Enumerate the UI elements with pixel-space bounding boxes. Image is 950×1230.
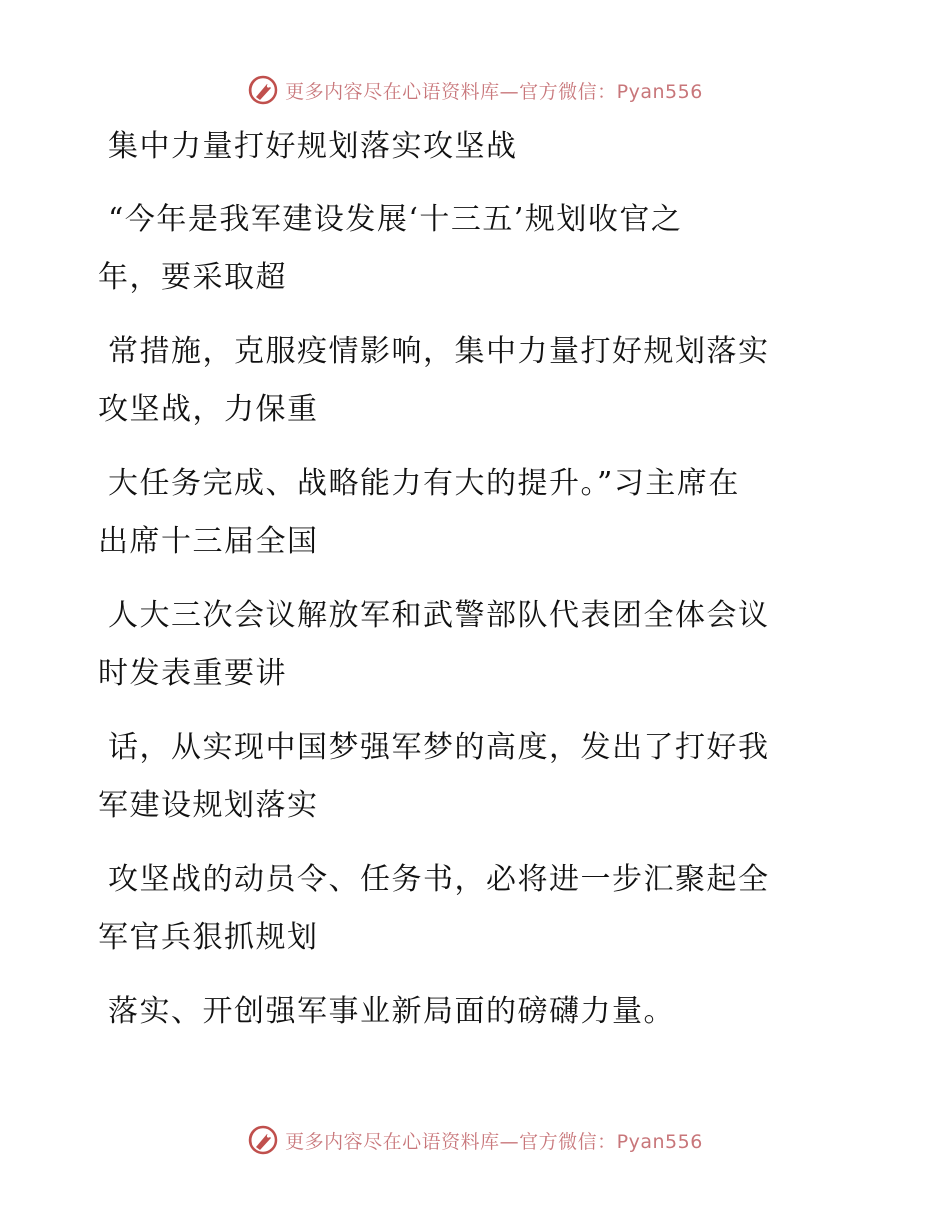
paragraph-line-13: 落实、开创强军事业新局面的磅礴力量。 xyxy=(108,994,675,1029)
pen-logo-icon xyxy=(247,1124,279,1156)
header-banner-inner xyxy=(247,74,703,106)
paragraph-line-8: 时发表重要讲 xyxy=(98,656,287,691)
paragraph-line-4: 攻坚战，力保重 xyxy=(98,392,319,427)
header-banner xyxy=(0,70,950,110)
header-banner-text: 更多内容尽在心语资料库—官方微信：Pyan556 xyxy=(285,80,703,103)
paragraph-line-2: 年，要采取超 xyxy=(98,260,287,295)
paragraph-line-7: 人大三次会议解放军和武警部队代表团全体会议 xyxy=(108,598,770,633)
paragraph-line-11: 攻坚战的动员令、任务书，必将进一步汇聚起全 xyxy=(108,862,770,897)
footer-banner-text: 更多内容尽在心语资料库—官方微信：Pyan556 xyxy=(285,1130,703,1153)
paragraph-line-10: 军建设规划落实 xyxy=(98,788,319,823)
paragraph-line-5: 大任务完成、战略能力有大的提升。”习主席在 xyxy=(108,466,740,501)
paragraph-line-1: “今年是我军建设发展‘十三五’规划收官之 xyxy=(108,202,683,237)
footer-banner-inner xyxy=(247,1124,703,1156)
pen-logo-icon xyxy=(247,74,279,106)
footer-banner xyxy=(0,1120,950,1160)
document-title: 集中力量打好规划落实攻坚战 xyxy=(108,129,518,164)
paragraph-line-6: 出席十三届全国 xyxy=(98,524,319,559)
paragraph-line-3: 常措施，克服疫情影响，集中力量打好规划落实 xyxy=(108,334,770,369)
paragraph-line-9: 话，从实现中国梦强军梦的高度，发出了打好我 xyxy=(108,730,770,765)
paragraph-line-12: 军官兵狠抓规划 xyxy=(98,920,319,955)
